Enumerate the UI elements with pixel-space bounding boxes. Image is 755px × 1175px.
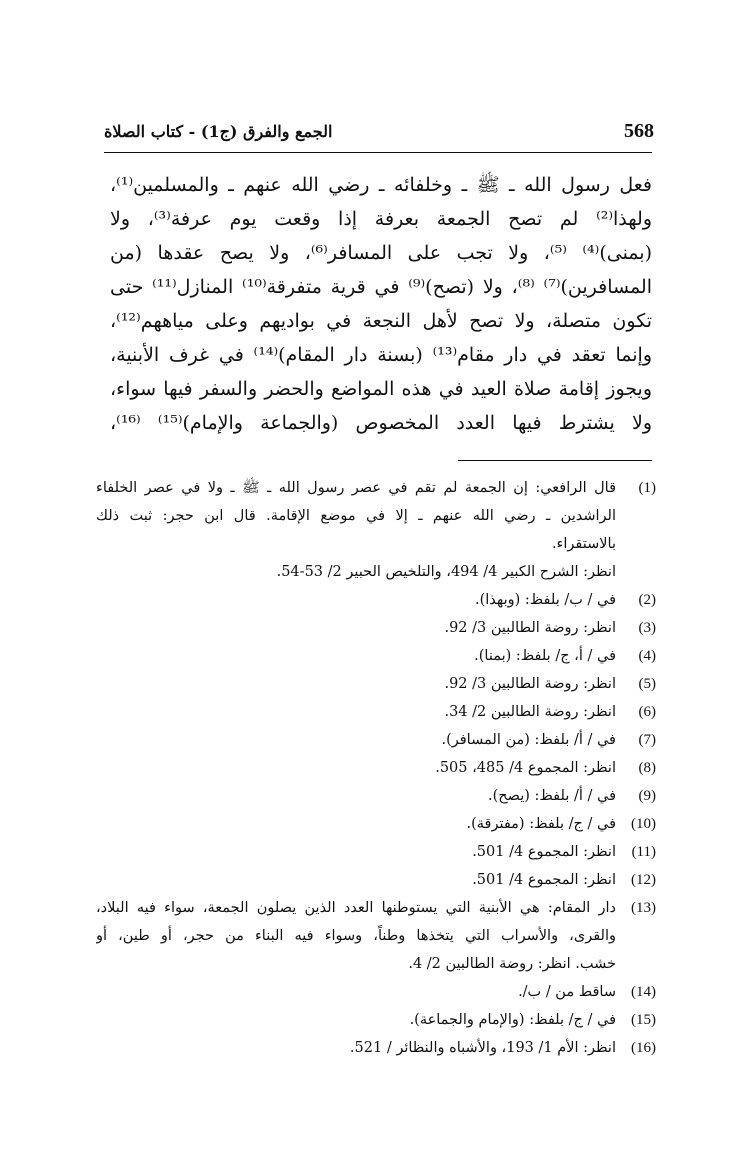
footnote-text <box>96 782 616 810</box>
footnote-number: (13) <box>631 900 656 916</box>
footnote-text <box>96 726 616 754</box>
footnote-15 <box>96 1006 656 1034</box>
footnote-6 <box>96 698 656 726</box>
page-number: 568 <box>624 120 654 142</box>
footnote-line: في / أ/ بلفظ: (يصح). <box>488 788 616 804</box>
footnote-line: انظر: المجموع 4/ 501. <box>472 872 616 888</box>
footnote-number: (15) <box>631 1012 656 1028</box>
header-rule <box>104 152 652 153</box>
footnote-text <box>96 474 616 586</box>
footnote-line: انظر: المجموع 4/ 485، 505. <box>435 760 616 776</box>
footnote-line: في / ج/ بلفظ: (والإمام والجماعة). <box>409 1012 616 1028</box>
footnote-text <box>96 670 616 698</box>
footnote-text <box>96 838 616 866</box>
footnote-line: ساقط من / ب/. <box>518 984 616 1000</box>
footnote-1 <box>96 474 656 586</box>
footnote-number: (9) <box>638 788 656 804</box>
footnote-line: انظر: الأم 1/ 193، والأشباه والنظائر / 521. <box>349 1040 616 1056</box>
footnote-5 <box>96 670 656 698</box>
main-text <box>110 168 652 440</box>
footnote-16 <box>96 1034 656 1062</box>
footnote-number: (14) <box>631 984 656 1000</box>
page-header <box>104 120 652 152</box>
footnote-line: دار المقام: هي الأبنية التي يستوطنها العدد الذين يصلون الجمعة، سواء فيه البلاد، <box>96 900 616 916</box>
footnote-text <box>96 698 616 726</box>
footnote-line: انظر: المجموع 4/ 501. <box>472 844 616 860</box>
main-text-line: فعل رسول الله ـ ﷺ ـ وخلفائه ـ رضي الله عنهم ـ والمسلمين⁽¹⁾، <box>110 174 652 196</box>
footnote-text <box>96 1006 616 1034</box>
main-text-line: ولهذا⁽²⁾ لم تصح الجمعة بعرفة إذا وقعت يوم عرفة⁽³⁾، ولا <box>110 208 652 230</box>
main-text-line: ولا يشترط فيها العدد المخصوص (والجماعة والإمام)⁽¹⁵⁾ ⁽¹⁶⁾، <box>110 412 652 434</box>
footnote-number: (5) <box>638 676 656 692</box>
main-text-line: (بمنى)⁽⁴⁾ ⁽⁵⁾، ولا تجب على المسافر⁽⁶⁾، ولا يصح عقدها (من <box>110 242 652 264</box>
footnote-line: خشب. انظر: روضة الطالبين 2/ 4. <box>408 956 616 972</box>
footnote-number: (2) <box>638 592 656 608</box>
main-text-line: ويجوز إقامة صلاة العيد في هذه المواضع والحضر والسفر فيها سواء، <box>110 378 652 400</box>
footnote-line: قال الرافعي: إن الجمعة لم تقم في عصر رسول الله ـ ﷺ ـ ولا في عصر الخلفاء <box>96 480 616 496</box>
footnote-text <box>96 586 616 614</box>
footnote-text <box>96 894 616 978</box>
footnote-8 <box>96 754 656 782</box>
footnote-number: (6) <box>638 704 656 720</box>
footnote-4 <box>96 642 656 670</box>
footnote-3 <box>96 614 656 642</box>
footnote-text <box>96 614 616 642</box>
main-text-line: المسافرين)⁽⁷⁾ ⁽⁸⁾، ولا (تصح)⁽⁹⁾ في قرية متفرقة⁽¹⁰⁾ المنازل⁽¹¹⁾ حتى <box>110 276 652 298</box>
footnote-11 <box>96 838 656 866</box>
footnote-text <box>96 754 616 782</box>
footnote-text <box>96 642 616 670</box>
footnote-number: (12) <box>631 872 656 888</box>
running-title: الجمع والفرق (ج1) - كتاب الصلاة <box>104 122 333 141</box>
footnote-2 <box>96 586 656 614</box>
footnote-line: في / أ/ بلفظ: (من المسافر). <box>441 732 616 748</box>
footnote-number: (10) <box>631 816 656 832</box>
footnote-13 <box>96 894 656 978</box>
footnote-line: بالاستقراء. <box>551 536 616 552</box>
footnote-number: (1) <box>638 480 656 496</box>
footnote-line: والقرى، والأسراب التي يتخذها وطناً، وسواء فيه البناء من حجر، أو طين، أو <box>96 928 616 944</box>
footnote-number: (11) <box>631 844 656 860</box>
footnotes <box>96 474 656 1062</box>
footnote-text <box>96 978 616 1006</box>
main-text-line: تكون متصلة، ولا تصح لأهل النجعة في بواديهم وعلى مياههم⁽¹²⁾، <box>110 310 652 332</box>
footnote-line: انظر: روضة الطالبين 2/ 34. <box>444 704 616 720</box>
footnote-number: (4) <box>638 648 656 664</box>
footnote-line: انظر: الشرح الكبير 4/ 494، والتلخيص الحبير 2/ 53-54. <box>276 564 616 580</box>
footnote-number: (3) <box>638 620 656 636</box>
footnote-text <box>96 810 616 838</box>
footnote-line: انظر: روضة الطالبين 3/ 92. <box>444 620 616 636</box>
footnote-number: (7) <box>638 732 656 748</box>
footnote-14 <box>96 978 656 1006</box>
footnote-number: (8) <box>638 760 656 776</box>
footnote-12 <box>96 866 656 894</box>
footnote-9 <box>96 782 656 810</box>
footnote-number: (16) <box>631 1040 656 1056</box>
footnote-line: انظر: روضة الطالبين 3/ 92. <box>444 676 616 692</box>
footnote-10 <box>96 810 656 838</box>
footnote-7 <box>96 726 656 754</box>
footnote-line: في / أ، ج/ بلفظ: (بمنا). <box>474 648 616 664</box>
main-text-line: وإنما تعقد في دار مقام⁽¹³⁾ (بسنة دار المقام)⁽¹⁴⁾ في غرف الأبنية، <box>110 344 652 366</box>
footnote-separator <box>458 460 652 461</box>
footnote-line: في / ج/ بلفظ: (مفترقة). <box>466 816 616 832</box>
footnote-text <box>96 1034 616 1062</box>
footnote-line: في / ب/ بلفظ: (وبهذا). <box>475 592 616 608</box>
footnote-text <box>96 866 616 894</box>
footnote-line: الراشدين ـ رضي الله عنهم ـ إلا في موضع الإقامة. قال ابن حجر: ثبت ذلك <box>96 508 616 524</box>
